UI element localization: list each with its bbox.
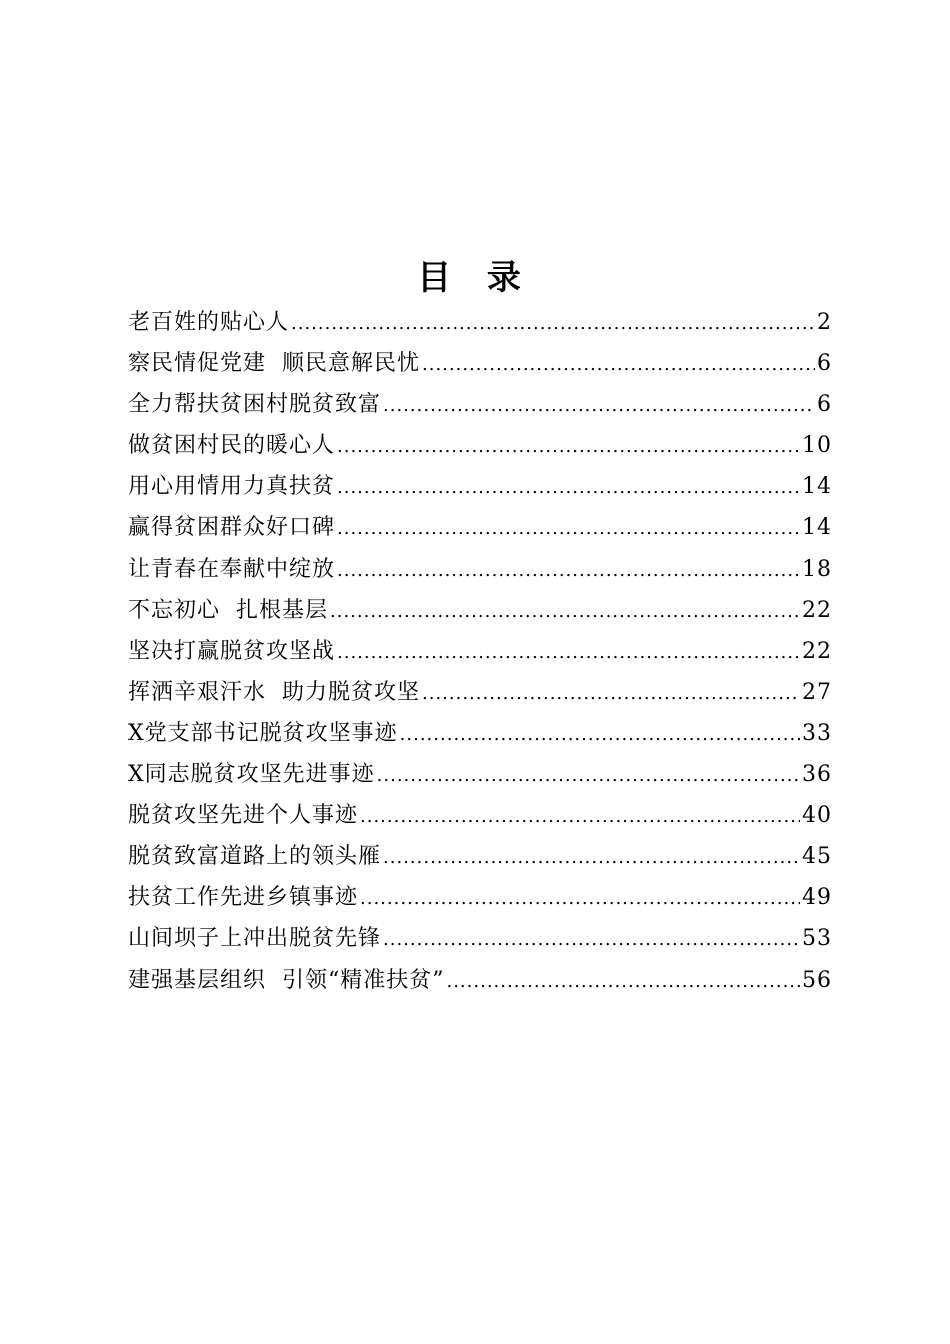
toc-entry-page-number: 33 xyxy=(802,720,832,746)
toc-entry-page-number: 22 xyxy=(802,597,832,623)
toc-entry-title: 做贫困村民的暖心人 xyxy=(128,433,336,459)
toc-entry-title: 挥洒辛艰汗水 助力脱贫攻坚 xyxy=(128,679,420,705)
toc-entry-title: 山间坝子上冲出脱贫先锋 xyxy=(128,926,382,952)
toc-entry-title: 扶贫工作先进乡镇事迹 xyxy=(128,885,359,911)
toc-entry-title: 建强基层组织 引领“精准扶贫” xyxy=(128,967,445,993)
dot-leader xyxy=(383,385,815,426)
toc-entry[interactable] xyxy=(128,713,832,754)
toc-entry-title: 脱贫致富道路上的领头雁 xyxy=(128,844,382,870)
toc-entry-page-number: 53 xyxy=(802,926,832,952)
toc-entry[interactable] xyxy=(128,672,832,713)
toc-entry-title: 用心用情用力真扶贫 xyxy=(128,474,336,500)
toc-entry-page-number: 45 xyxy=(802,844,832,870)
toc-entry[interactable] xyxy=(128,836,832,877)
toc-entry-title: 赢得贫困群众好口碑 xyxy=(128,515,336,541)
dot-leader xyxy=(422,673,800,714)
toc-entry[interactable] xyxy=(128,960,832,1001)
toc-entry-page-number: 14 xyxy=(802,515,832,541)
toc-entry-page-number: 14 xyxy=(802,474,832,500)
toc-entry-title: 让青春在奉献中绽放 xyxy=(128,556,336,582)
toc-entry-page-number: 18 xyxy=(802,556,832,582)
toc-entry-title: 全力帮扶贫困村脱贫致富 xyxy=(128,392,382,418)
toc-list xyxy=(128,302,832,1001)
dot-leader xyxy=(383,837,800,878)
toc-entry-title: 脱贫攻坚先进个人事迹 xyxy=(128,803,359,829)
dot-leader xyxy=(330,591,800,632)
toc-entry[interactable] xyxy=(128,384,832,425)
toc-entry[interactable] xyxy=(128,343,832,384)
dot-leader xyxy=(383,919,800,960)
toc-entry[interactable] xyxy=(128,302,832,343)
toc-entry-page-number: 36 xyxy=(802,762,832,788)
dot-leader xyxy=(377,755,800,796)
dot-leader xyxy=(446,961,800,1002)
dot-leader xyxy=(360,796,800,837)
toc-entry[interactable] xyxy=(128,631,832,672)
toc-entry[interactable] xyxy=(128,466,832,507)
dot-leader xyxy=(337,632,800,673)
dot-leader xyxy=(400,714,800,755)
dot-leader xyxy=(337,508,800,549)
toc-entry-title: X同志脱贫攻坚先进事迹 xyxy=(128,762,375,788)
toc-entry[interactable] xyxy=(128,590,832,631)
toc-entry-title: 坚决打赢脱贫攻坚战 xyxy=(128,638,336,664)
toc-entry[interactable] xyxy=(128,507,832,548)
toc-entry-page-number: 2 xyxy=(817,310,832,335)
toc-entry[interactable] xyxy=(128,549,832,590)
toc-entry-page-number: 6 xyxy=(817,351,832,377)
toc-entry[interactable] xyxy=(128,877,832,918)
toc-entry-title: 老百姓的贴心人 xyxy=(128,310,290,335)
toc-entry[interactable] xyxy=(128,425,832,466)
toc-entry[interactable] xyxy=(128,795,832,836)
toc-entry-page-number: 22 xyxy=(802,638,832,664)
toc-entry-page-number: 10 xyxy=(802,433,832,459)
dot-leader xyxy=(337,550,800,591)
dot-leader xyxy=(337,467,800,508)
dot-leader xyxy=(337,426,800,467)
toc-entry[interactable] xyxy=(128,918,832,959)
toc-entry-title: 不忘初心 扎根基层 xyxy=(128,597,328,623)
dot-leader xyxy=(291,303,815,344)
toc-entry-page-number: 49 xyxy=(802,885,832,911)
toc-entry-page-number: 6 xyxy=(817,392,832,418)
dot-leader xyxy=(360,878,800,919)
toc-entry-title: 察民情促党建 顺民意解民忧 xyxy=(128,351,420,377)
dot-leader xyxy=(422,344,815,385)
toc-title: 目 录 xyxy=(417,258,533,298)
toc-entry-page-number: 40 xyxy=(802,803,832,829)
toc-entry[interactable] xyxy=(128,754,832,795)
toc-entry-page-number: 56 xyxy=(802,967,832,993)
toc-entry-title: X党支部书记脱贫攻坚事迹 xyxy=(128,720,398,746)
toc-entry-page-number: 27 xyxy=(802,679,832,705)
